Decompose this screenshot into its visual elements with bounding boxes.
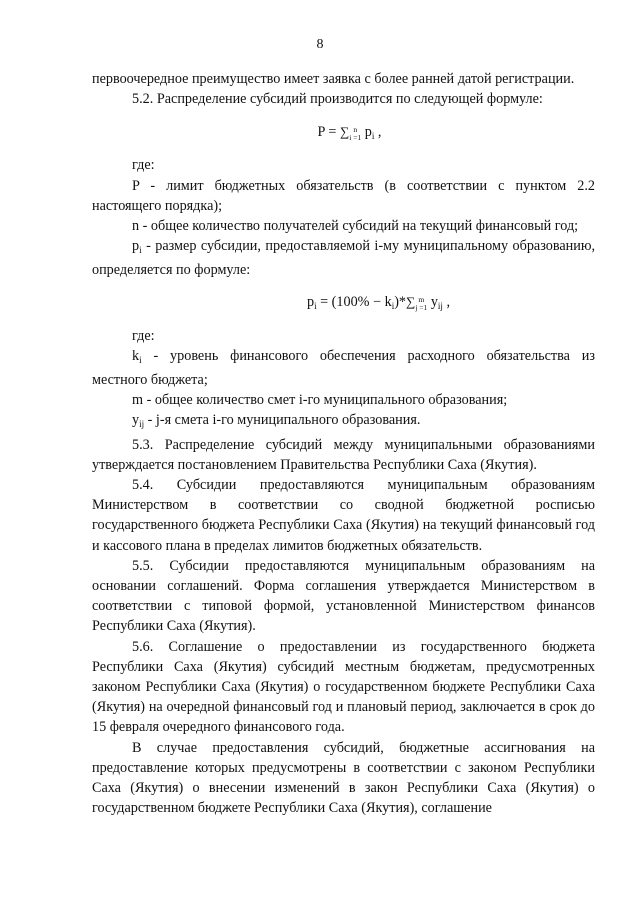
formula1-limits bbox=[349, 126, 361, 142]
formula2-mid: )* bbox=[394, 293, 407, 310]
formula-subsidy-size bbox=[92, 292, 595, 316]
paragraph-5-4: 5.4. Субсидии предоставляются муниципальным образованиям Министерством в соответствии со сводной бюджетной росписью государственного бюджета Республики Саха (Якутия) на текущий финансовый год и кассового плана в пределах лимитов бюджетных обязательств. bbox=[92, 477, 595, 554]
definition-ki bbox=[92, 346, 595, 390]
definition-n: n - общее количество получателей субсидий на текущий финансовый год; bbox=[132, 218, 579, 235]
definition-ki-sub: i bbox=[139, 354, 142, 365]
formula2-eq: = (100% − k bbox=[316, 293, 392, 310]
definition-yij bbox=[92, 410, 595, 434]
paragraph-continuation: первоочередное преимущество имеет заявка с более ранней датой регистрации. bbox=[92, 71, 575, 87]
formula2-term-sub: ij bbox=[437, 300, 443, 311]
definition-m: m - общее количество смет i-го муниципального образования; bbox=[132, 392, 508, 409]
where-label-1: где: bbox=[132, 157, 155, 174]
formula2-lhs-sub: i bbox=[314, 300, 317, 311]
paragraph-5-2: 5.2. Распределение субсидий производится по следующей формуле: bbox=[132, 91, 543, 108]
formula2-limits bbox=[415, 296, 427, 312]
definition-yij-symbol: y bbox=[132, 412, 140, 429]
formula1-term-sub: i bbox=[371, 131, 375, 142]
definition-pi-sub: i bbox=[139, 245, 142, 256]
formula1-tail: , bbox=[374, 124, 382, 141]
formula2-k-sub: i bbox=[391, 300, 395, 311]
where-label-2: где: bbox=[132, 327, 155, 344]
formula2-tail: , bbox=[442, 293, 451, 310]
paragraph-5-6: 5.6. Соглашение о предоставлении из государственного бюджета Республики Саха (Якутия) субсидий местным бюджетам, предусмотренных законом Республики Саха (Якутия) о государственном бюджете Республики Саха (Якутия) на очередной финансовый год и плановый период, заключается в срок до 15 февраля очередного финансового года. bbox=[92, 638, 595, 736]
formula1-upper: n bbox=[353, 125, 358, 135]
formula2-lower: j =1 bbox=[415, 302, 428, 312]
definition-pi-text: - размер субсидии, предоставляемой i-му муниципальному образованию, определяется по формуле: bbox=[92, 238, 595, 279]
definition-pi-symbol: p bbox=[132, 238, 140, 255]
definition-ki-text: - уровень финансового обеспечения расходного обязательства из местного бюджета; bbox=[92, 347, 595, 389]
formula1-lower: i =1 bbox=[349, 133, 362, 143]
formula1-sum-sign: ∑ bbox=[339, 124, 350, 140]
formula2-sum-sign: ∑ bbox=[406, 293, 416, 309]
definition-ki-symbol: k bbox=[132, 347, 140, 364]
page-number: 8 bbox=[316, 37, 324, 52]
formula2-term: y bbox=[427, 293, 438, 310]
paragraph-5-3: 5.3. Распределение субсидий между муниципальными образованиями утверждается постановлением Правительства Республики Саха (Якутия). bbox=[92, 436, 595, 473]
paragraph-5-5: 5.5. Субсидии предоставляются муниципальным образованиям на основании соглашений. Форма соглашения утверждается Министерством в соответствии с типовой формой, установленной Министерством финансов Республики Саха (Якутия). bbox=[92, 557, 595, 635]
definition-pi bbox=[92, 236, 595, 280]
definition-P: P - лимит бюджетных обязательств (в соответствии с пунктом 2.2 настоящего порядка); bbox=[92, 177, 595, 214]
formula1-lhs: P = bbox=[317, 124, 340, 141]
formula1-term: p bbox=[361, 124, 372, 141]
definition-yij-sub: ij bbox=[139, 419, 145, 430]
formula2-lhs: p bbox=[306, 293, 315, 310]
document-body bbox=[92, 69, 595, 819]
formula-total-limit bbox=[92, 122, 595, 146]
definition-yij-text: - j-я смета i-го муниципального образования. bbox=[144, 412, 421, 429]
formula2-upper: m bbox=[418, 294, 425, 304]
paragraph-amendment-case: В случае предоставления субсидий, бюджетные ассигнования на предоставление которых предусмотрены в соответствии с законом Республики Саха (Якутия) о внесении изменений в закон Республики Саха (Якутия) о государственном бюджете Республики Саха (Якутия), соглашение bbox=[92, 739, 595, 817]
